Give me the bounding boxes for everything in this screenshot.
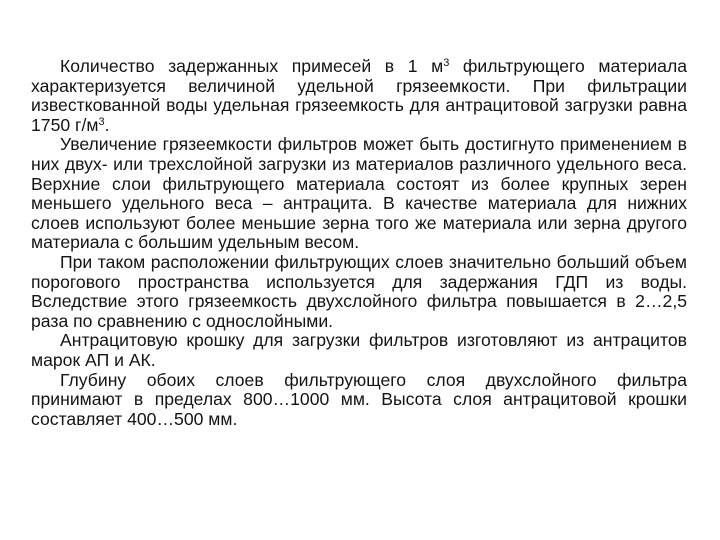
superscript: 3 [443, 57, 450, 69]
paragraph-multilayer-loading: Увеличение грязеемкости фильтров может быть достигнуто применением в них двух- или трехслойной загрузки из материалов различного удельного веса. Верхние слои фильтрующего материала состоят из более крупных зерен меньшего удельного веса – антрацита. В качестве материала для нижних слоев используют более меньшие зерна того же материала или зерна другого материала с большим удельным весом. [31, 134, 687, 253]
paragraph-text: . [104, 114, 110, 135]
text-body [31, 57, 687, 429]
superscript: 3 [98, 115, 105, 128]
paragraph-text: фильтрующего материала характеризуется величиной удельной грязеемкости. При фильтрации известкованной воды удельная грязеемкость для антрацитовой загрузки равна 1750 г/м [31, 56, 687, 135]
paragraph-dirt-capacity [31, 57, 687, 135]
paragraph-layer-arrangement: При таком расположении фильтрующих слоев значительно больший объем порогового пространства используется для задержания ГДП из воды. Вследствие этого грязеемкость двухслойного фильтра повышается в 2…2,5 раза по сравнению с однослойными. [31, 251, 687, 331]
paragraph-anthracite-chips: Антрацитовую крошку для загрузки фильтров изготовляют из антрацитов марок АП и АК. [31, 330, 687, 370]
paragraph-layer-depth: Глубину обоих слоев фильтрующего слоя двухслойного фильтра принимают в пределах 800…1000 мм. Высота слоя антрацитовой крошки составляет 400…500 мм. [31, 369, 687, 429]
paragraph-text: Количество задержанных примесей в 1 м [60, 56, 444, 76]
